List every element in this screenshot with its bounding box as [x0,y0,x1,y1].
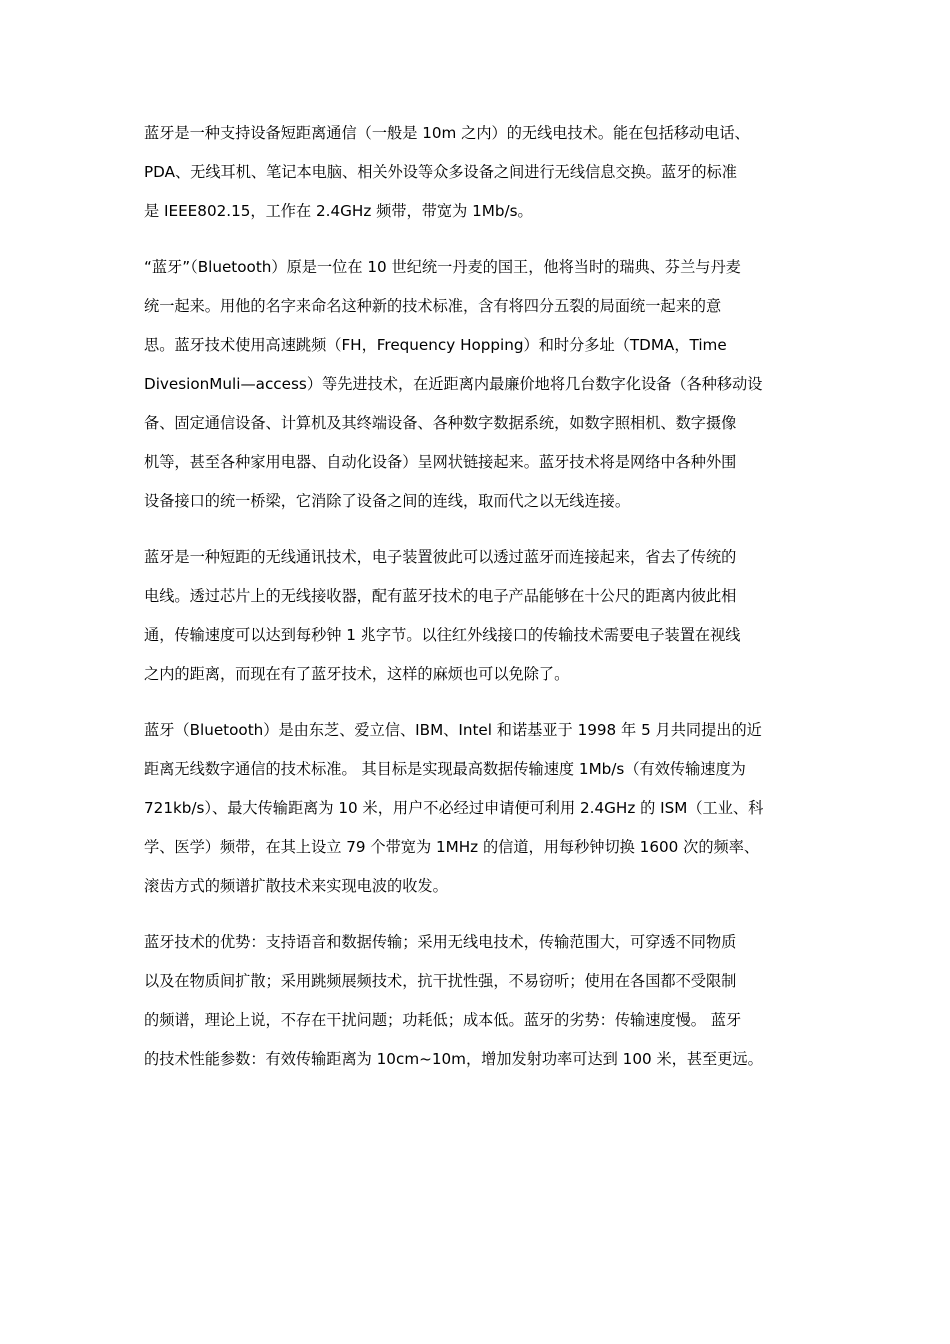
text-line: 备、固定通信设备、计算机及其终端设备、各种数字数据系统，如数字照相机、数字摄像 [144,414,737,432]
text-line: 思。蓝牙技术使用高速跳频（FH，Frequency Hopping）和时分多址（TDMA，Time [144,336,727,354]
text-line: 距离无线数字通信的技术标准。 其目标是实现最高数据传输速度 1Mb/s（有效传输速度为 [144,760,746,778]
paragraph-3 [144,547,809,684]
text-line: 通，传输速度可以达到每秒钟 1 兆字节。以往红外线接口的传输技术需要电子装置在视线 [144,626,741,644]
text-line: 蓝牙是一种短距的无线通讯技术，电子装置彼此可以透过蓝牙而连接起来，省去了传统的 [144,548,737,566]
text-line: 滚齿方式的频谱扩散技术来实现电波的收发。 [144,877,448,895]
paragraph-2 [144,257,809,511]
text-line: 的频谱，理论上说，不存在干扰问题；功耗低；成本低。蓝牙的劣势：传输速度慢。 蓝牙 [144,1011,742,1029]
text-line: DivesionMuli—access）等先进技术，在近距离内最廉价地将几台数字化设备（各种移动设 [144,375,763,393]
text-line: 电线。透过芯片上的无线接收器，配有蓝牙技术的电子产品能够在十公尺的距离内彼此相 [144,587,737,605]
paragraph-4 [144,720,809,896]
text-line: 蓝牙技术的优势：支持语音和数据传输；采用无线电技术，传输范围大，可穿透不同物质 [144,933,737,951]
paragraph-5 [144,932,809,1069]
text-line: PDA、无线耳机、笔记本电脑、相关外设等众多设备之间进行无线信息交换。蓝牙的标准 [144,163,737,181]
text-line: 机等，甚至各种家用电器、自动化设备）呈网状链接起来。蓝牙技术将是网络中各种外围 [144,453,737,471]
text-line: 设备接口的统一桥梁，它消除了设备之间的连线，取而代之以无线连接。 [144,492,630,510]
text-line: 是 IEEE802.15，工作在 2.4GHz 频带，带宽为 1Mb/s。 [144,202,533,220]
text-line: 以及在物质间扩散；采用跳频展频技术，抗干扰性强，不易窃听；使用在各国都不受限制 [144,972,737,990]
text-line: 之内的距离，而现在有了蓝牙技术，这样的麻烦也可以免除了。 [144,665,570,683]
text-line: “蓝牙”（Bluetooth）原是一位在 10 世纪统一丹麦的国王，他将当时的瑞典、芬兰与丹麦 [144,258,741,276]
text-line: 的技术性能参数：有效传输距离为 10cm~10m，增加发射功率可达到 100 米，甚至更远。 [144,1050,763,1068]
text-line: 学、医学）频带，在其上设立 79 个带宽为 1MHz 的信道，用每秒钟切换 1600 次的频率、 [144,838,760,856]
text-line: 统一起来。用他的名字来命名这种新的技术标准，含有将四分五裂的局面统一起来的意 [144,297,722,315]
document-page [144,123,809,1105]
text-line: 721kb/s）、最大传输距离为 10 米，用户不必经过申请便可利用 2.4GHz 的 ISM（工业、科 [144,799,764,817]
paragraph-1 [144,123,809,221]
text-line: 蓝牙（Bluetooth）是由东芝、爱立信、IBM、Intel 和诺基亚于 1998 年 5 月共同提出的近 [144,721,762,739]
text-line: 蓝牙是一种支持设备短距离通信（一般是 10m 之内）的无线电技术。能在包括移动电话、 [144,124,750,142]
